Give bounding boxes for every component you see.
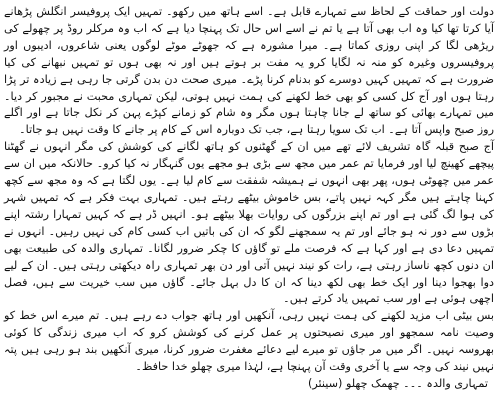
letter-signature: تمہاری والدہ ۔۔۔ چھمک چھلو (سینئر): [307, 376, 488, 390]
letter-paragraph-3: بس بیٹی اب مزید لکھنے کی ہمت نہیں رہی، آنکھیں اور ہاتھ جواب دے رہے ہیں۔ تم میرے اس خط کو وصیت نامہ سمجھو اور میری نصیحتوں پر عمل کرنے کی کوشش کرو کہ اب میری زندگی کا کوئی بھروسہ نہیں۔ اگر میں مر جاؤں تو میرے لیے دعائے مغفرت ضرور کرنا، میری آنکھیں بند ہو رہی ہیں پتہ نہیں نیند کی وجہ سے یا آخری وقت آن پہنچا ہے، لہٰذا میری چھلو خدا حافظ۔: [4, 309, 494, 374]
letter-body: [4, 4, 494, 393]
letter-paragraph-2: آج صبح قبلہ گاہ تشریف لائے تھے میں ان کے گھٹنوں کو ہاتھ لگانے کی کوشش کی مگر انہوں نے گھٹنا پیچھے کھینچ لیا اور فرمایا تم عمر میں مجھ سے بڑی ہو مجھے یوں گنہگار نہ کیا کرو۔ حالانکہ میں ان سے عمر میں چھوٹی ہوں، پھر بھی انہوں نے ہمیشہ شفقت سے کام لیا ہے۔ یوں لگتا ہے کہ وہ مجھ سے کچھ کہنا چاہتے ہیں مگر کہہ نہیں پاتے، بس خاموش بیٹھے رہتے ہیں۔ تمہاری بہت فکر ہے کہ تمہیں شہر کی ہوا لگ گئی ہے اور تم اپنے بزرگوں کی روایات بھلا بیٹھے ہو۔ انہیں ڈر ہے کہ کہیں تمہارا رشتہ اپنے بڑوں سے دور نہ ہو جائے اور تم یہ سمجھنے لگو کہ ان کی باتیں اب کسی کام کی نہیں رہیں۔ انہوں نے تمہیں دعا دی ہے اور کہا ہے کہ فرصت ملے تو گاؤں کا چکر ضرور لگانا۔ تمہاری والدہ کی طبیعت بھی ان دنوں کچھ ناساز رہتی ہے، رات کو نیند نہیں آتی اور دن بھر تمہاری راہ دیکھتی رہتی ہیں۔ ان کے لیے دوا بھجوا دینا اور ایک خط بھی لکھ دینا کہ ان کا دل بہل جائے۔ گاؤں میں سب خیریت سے ہیں، فصل اچھی ہوئی ہے اور سب تمہیں یاد کرتے ہیں۔: [4, 140, 494, 306]
letter-paragraph-1: دولت اور حماقت کے لحاظ سے تمہارے قابل ہے۔ اسے ہاتھ میں رکھو۔ تمہیں ایک پروفیسر انگلش پڑھانے آیا کرتا تھا کیا وہ اب بھی آتا ہے یا تم نے اسے اس حال تک پہنچا دیا ہے کہ اب وہ مرکلر روڈ پر چھولے کی ریڑھی لگا کر اپنی روزی کماتا ہے۔ میرا مشورہ ہے کہ جھوٹے موٹے لوگوں یعنی شاعروں، ادیبوں اور پروفیسروں وغیرہ کو منہ نہ لگایا کرو یہ مفت بر ہوتے ہیں اور نہ بھی ہوں تو تمہیں نبھانے کی کیا ضرورت ہے کہ تمہیں کہیں دوسرے کو بدنام کرنا پڑے۔ میری صحت دن بدن گرتی جا رہی ہے زیادہ تر پڑا رہتا ہوں اور آج کل کسی کو بھی خط لکھنے کی ہمت نہیں ہوتی، لیکن تمہاری محبت نے مجبور کر دیا۔ میں تمہارے بھائی کو ساتھ لے جانا چاہتا ہوں مگر وہ شام کو زمانے کپڑے پہن کر نکل جاتا ہے اور اگلے روز صبح واپس آتا ہے۔ اب تک سویا رہتا ہے، جب تک دوبارہ اس کے کام پر جانے کا وقت نہیں ہو جاتا۔: [4, 5, 494, 137]
